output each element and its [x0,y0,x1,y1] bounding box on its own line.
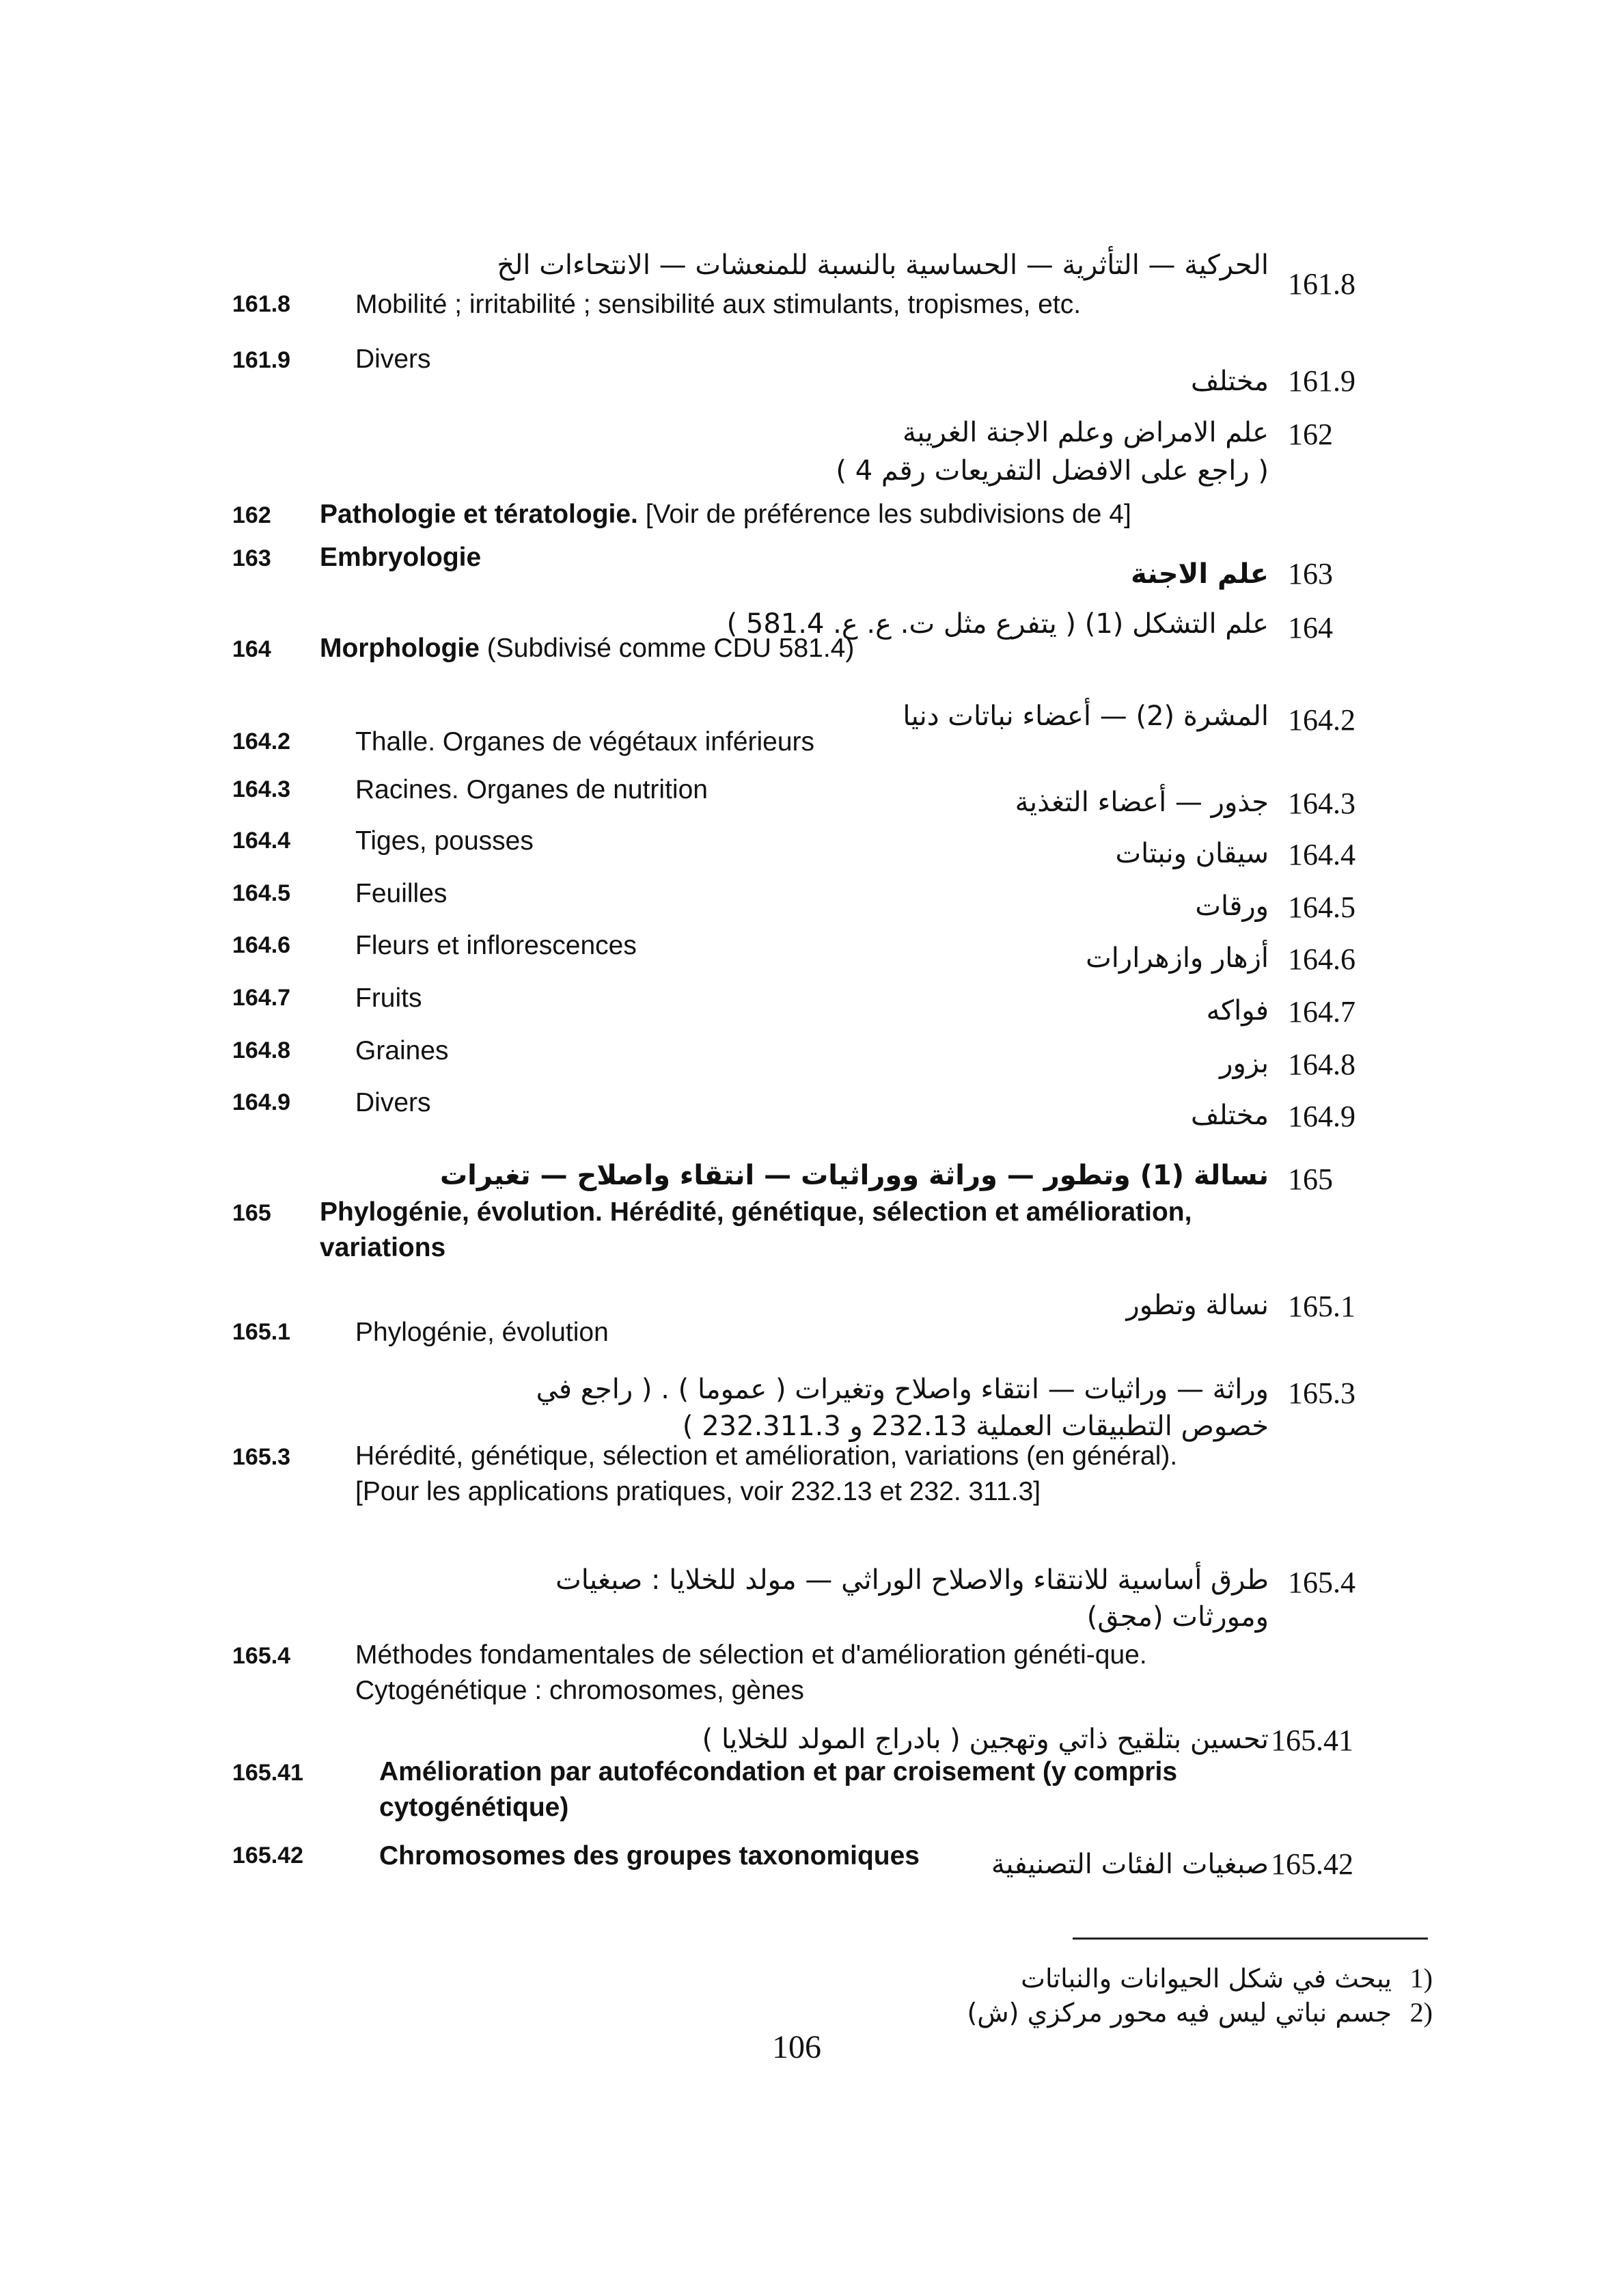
french-heading-bold: Pathologie et tératologie. [320,500,638,529]
french-heading: Mobilité ; irritabilité ; sensibilité aux stimulants, tropismes, etc. [355,290,1082,319]
arabic-heading: علم الاجنة [1131,558,1269,590]
arabic-heading: أزهار وازهرارات [1086,942,1269,974]
arabic-number: 165.4 [1288,1566,1355,1599]
french-heading: Phylogénie, évolution. Hérédité, génétique, sélection et amélioration, variations [320,1197,1192,1262]
arabic-number: 164.6 [1288,942,1355,976]
footnote-divider [1073,1938,1428,1940]
arabic-number: 164.9 [1288,1100,1355,1133]
french-heading-note: (Subdivisé comme CDU 581.4) [479,634,855,663]
french-heading: Racines. Organes de nutrition [355,775,708,804]
entry-number: 164.4 [232,828,291,854]
arabic-number: 161.9 [1288,364,1355,398]
arabic-heading: علم التشكل (1) ( يتفرع مثل ت. ع. ع. 581.4 ) [726,608,1269,640]
french-heading: Amélioration par autofécondation et par croisement (y compris cytogénétique) [379,1757,1178,1822]
footnote-2 [749,1996,1433,2030]
entry-number: 164.6 [232,932,291,958]
arabic-heading: المشرة (2) — أعضاء نباتات دنيا [903,701,1269,732]
arabic-number: 163 [1288,557,1333,590]
entry-number: 165.41 [232,1760,303,1786]
entry-number: 164.7 [232,985,291,1011]
arabic-number: 164.4 [1288,838,1355,871]
arabic-number: 164.3 [1288,787,1355,820]
french-heading: Fleurs et inflorescences [355,931,637,960]
entry-number: 164.3 [232,776,291,802]
footnote-text: يبحث في شكل الحيوانات والنباتات [1021,1963,1392,1994]
french-heading: Thalle. Organes de végétaux inférieurs [355,727,815,757]
arabic-number: 164.2 [1288,703,1355,737]
french-heading: Méthodes fondamentales de sélection et d'amélioration généti-que. Cytogénétique : chromosomes, gènes [355,1640,1147,1705]
french-heading-note: [Voir de préférence les subdivisions de 4] [637,500,1131,529]
arabic-number: 161.8 [1288,267,1355,301]
arabic-heading: جذور — أعضاء التغذية [1015,787,1269,818]
arabic-number: 165.42 [1271,1847,1353,1881]
arabic-heading: مختلف [1191,1100,1269,1131]
french-heading: Embryologie [320,543,482,572]
arabic-number: 165 [1288,1163,1333,1196]
arabic-heading: ورقات [1195,891,1269,922]
entry-number: 161.9 [232,347,291,373]
entry-number: 161.8 [232,291,291,317]
french-heading: Divers [355,1088,431,1117]
entry-number: 162 [232,502,271,528]
entry-number: 164.9 [232,1089,291,1115]
arabic-heading: الحركية — التأثرية — الحساسية بالنسبة للمنعشات — الانتحاءات الخ [497,249,1269,281]
entry-number: 165.1 [232,1319,291,1345]
arabic-number: 165.41 [1271,1724,1353,1757]
arabic-heading: سيقان ونبتات [1115,838,1269,869]
french-heading [320,497,1235,532]
entry-number: 165.3 [232,1444,291,1470]
arabic-heading: طرق أساسية للانتقاء والاصلاح الوراثي — مولد للخلايا : صبغيات [555,1564,1269,1596]
footnote-1 [749,1961,1433,1996]
entry-number: 165.4 [232,1643,291,1669]
entry-number: 163 [232,545,271,571]
french-heading: Chromosomes des groupes taxonomiques [379,1841,920,1871]
entry-number: 164.8 [232,1037,291,1063]
entry-number: 164.5 [232,880,291,906]
arabic-heading: علم الامراض وعلم الاجنة الغريبة [902,417,1269,448]
french-heading: Fruits [355,983,422,1013]
french-heading: Tiges, pousses [355,826,534,856]
footnote-text: جسم نباتي ليس فيه محور مركزي (ش) [967,1998,1392,2028]
arabic-number: 162 [1288,418,1333,451]
arabic-heading: فواكه [1206,995,1269,1027]
arabic-heading: نسالة (1) وتطور — وراثة ووراثيات — انتقاء واصلاح — تغيرات [439,1160,1269,1191]
arabic-note: ومورثات (مجق) [1086,1601,1269,1633]
footnote-marker: (1 [1409,1963,1433,1994]
arabic-heading: وراثة — وراثيات — انتقاء واصلاح وتغيرات ( عموما ) . ( راجع في [536,1374,1269,1405]
arabic-number: 164.8 [1288,1048,1355,1081]
entry-number: 164.2 [232,729,291,754]
arabic-heading: نسالة وتطور [1126,1290,1269,1321]
french-heading [320,631,1235,666]
arabic-number: 165.3 [1288,1376,1355,1410]
entry-number: 165 [232,1200,271,1226]
french-heading-bold: Morphologie [320,634,480,663]
arabic-number: 165.1 [1288,1290,1355,1323]
entry-number: 165.42 [232,1843,303,1868]
french-heading: Phylogénie, évolution [355,1318,609,1347]
arabic-number: 164.7 [1288,995,1355,1029]
entry-number: 164 [232,636,271,662]
french-heading: Divers [355,344,431,374]
arabic-heading: بزور [1220,1048,1269,1079]
arabic-note: خصوص التطبيقات العملية 232.13 و 232.311.3 ) [682,1411,1269,1442]
french-heading: Feuilles [355,879,448,908]
arabic-heading: صبغيات الفئات التصنيفية [991,1849,1269,1880]
arabic-heading: تحسين بتلقيح ذاتي وتهجين ( بادراج المولد للخلايا ) [702,1724,1269,1755]
page-number: 106 [772,2029,821,2065]
footnote-marker: (2 [1409,1997,1433,2028]
arabic-note: ( راجع على الافضل التفريعات رقم 4 ) [836,455,1269,487]
arabic-number: 164 [1288,611,1333,644]
french-heading: Hérédité, génétique, sélection et amélioration, variations (en général). [Pour les applications pratiques, voir 232.13 et 232. 311.3] [355,1441,1178,1506]
arabic-number: 164.5 [1288,891,1355,924]
arabic-heading: مختلف [1191,366,1269,397]
french-heading: Graines [355,1036,449,1065]
